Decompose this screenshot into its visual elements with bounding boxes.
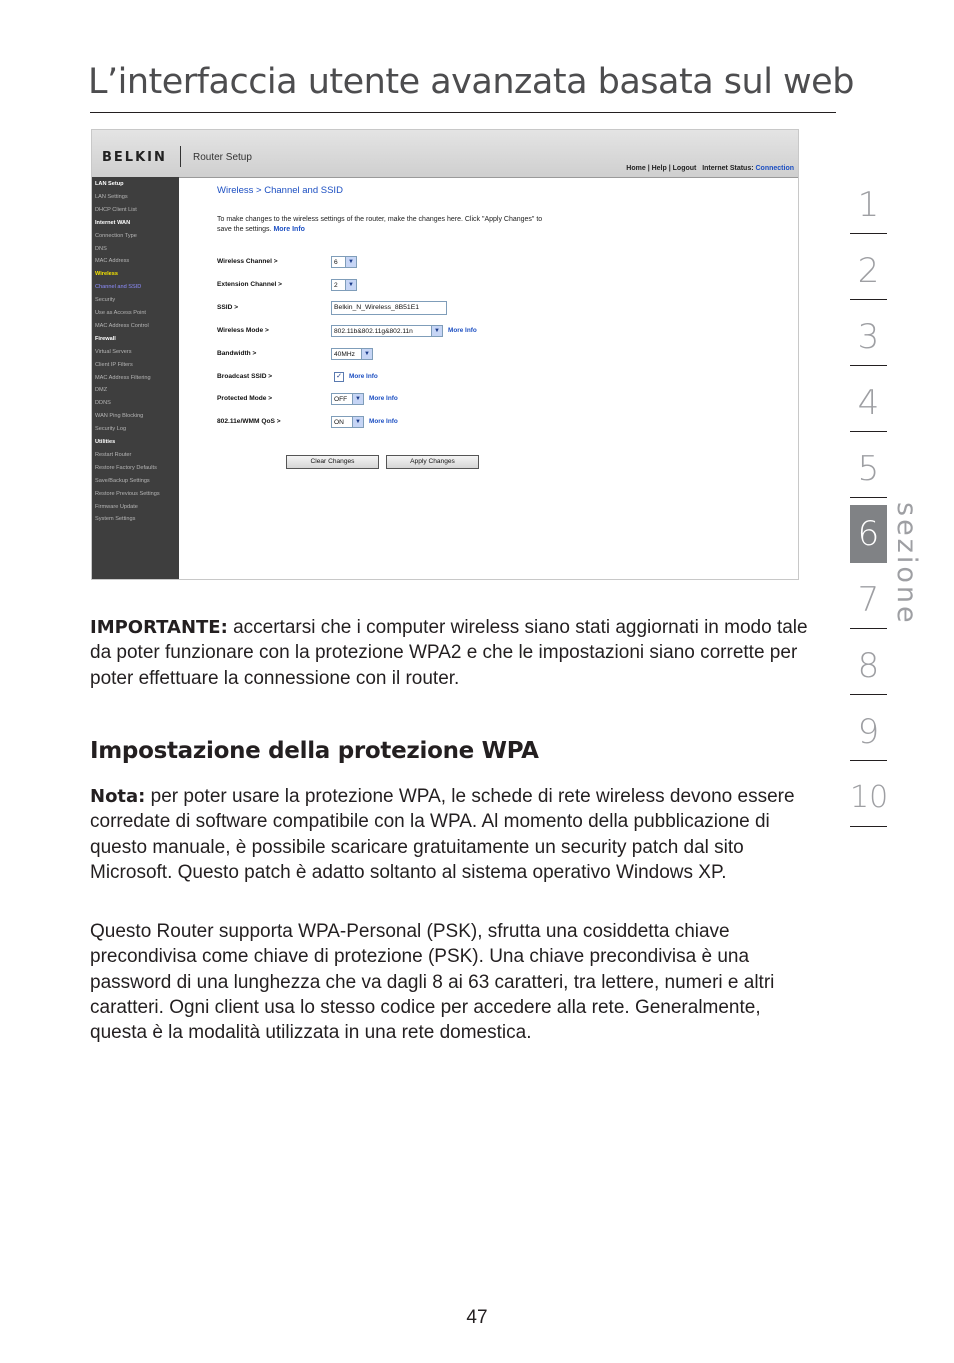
section-tab-number: 9: [857, 712, 880, 752]
wmm-qos-more-info[interactable]: More Info: [369, 418, 398, 425]
chevron-down-icon: ▼: [352, 394, 363, 404]
important-label: IMPORTANTE:: [90, 617, 228, 638]
broadcast-ssid-checkbox[interactable]: ✓: [334, 372, 344, 382]
sidebar-item[interactable]: Restore Previous Settings: [95, 490, 160, 497]
extension-channel-label: Extension Channel >: [217, 281, 283, 288]
clear-changes-button[interactable]: Clear Changes: [286, 455, 379, 469]
sidebar-item[interactable]: System Settings: [95, 516, 136, 523]
sidebar-item[interactable]: Client IP Filters: [95, 361, 133, 368]
sidebar-item: Firewall: [95, 335, 116, 342]
section-tab-3: [850, 308, 887, 366]
tab-rule: [850, 431, 887, 432]
internet-status-label: Internet Status:: [702, 165, 754, 172]
internet-status-value: Connection: [755, 165, 794, 172]
extension-channel-select[interactable]: 2 ▼: [331, 279, 357, 291]
sidebar-item[interactable]: Security: [95, 297, 116, 304]
home-link[interactable]: Home: [626, 165, 646, 172]
important-paragraph: IMPORTANTE: accertarsi che i computer wireless siano stati aggiornati in modo tale da poter funzionare con la protezione WPA2 e che le impostazioni siano corrette per poter effettuare la connessione con il router.: [90, 617, 808, 689]
wireless-channel-row: [217, 255, 637, 269]
sidebar-item[interactable]: MAC Address Control: [95, 322, 149, 329]
wireless-mode-select[interactable]: 802.11b&802.11g&802.11n ▼: [331, 325, 443, 337]
section-tab-number: 7: [857, 580, 880, 620]
section-tab-number: 2: [857, 251, 880, 291]
wmm-qos-row: [217, 415, 637, 429]
broadcast-ssid-more-info[interactable]: More Info: [349, 373, 378, 380]
wireless-mode-more-info[interactable]: More Info: [448, 327, 477, 334]
section-word: sezione: [891, 502, 922, 626]
protected-mode-row: [217, 392, 637, 406]
tab-rule: [850, 760, 887, 761]
ssid-row: [217, 301, 637, 315]
section-tab-9: [850, 703, 887, 761]
belkin-logo: BELKIN: [102, 150, 167, 165]
sidebar-item[interactable]: WAN Ping Blocking: [95, 413, 144, 420]
section-tab-6: [850, 505, 887, 563]
broadcast-ssid-row: [217, 370, 637, 384]
sidebar-item[interactable]: Use as Access Point: [95, 310, 146, 316]
router-content: [179, 177, 798, 579]
app-name: Router Setup: [193, 152, 252, 163]
page-number: 47: [466, 1307, 488, 1328]
section-tab-8: [850, 637, 887, 695]
sidebar-item[interactable]: DDNS: [95, 400, 111, 407]
protected-mode-more-info[interactable]: More Info: [369, 395, 398, 402]
section-tab-5: [850, 440, 887, 498]
section-tab-number: 8: [857, 646, 880, 686]
section-tab-number: 4: [857, 383, 880, 423]
section-tab-10: [850, 769, 887, 827]
help-link[interactable]: Help: [651, 165, 667, 172]
chevron-down-icon: ▼: [361, 349, 372, 359]
section-tab-number: 6: [857, 514, 880, 554]
wireless-channel-label: Wireless Channel >: [217, 258, 278, 265]
broadcast-ssid-label: Broadcast SSID >: [217, 373, 273, 380]
ssid-input[interactable]: Belkin_N_Wireless_8B51E1: [331, 301, 447, 315]
content-title: Wireless > Channel and SSID: [217, 185, 343, 196]
sidebar-item: LAN Setup: [95, 181, 124, 187]
note-paragraph: Nota: per poter usare la protezione WPA, le schede di rete wireless devono essere corredate di software compatibile con la WPA. Al momento della pubblicazione di questo manuale, è possibile scaricare gratuitamente un security patch dal sito Microsoft. Questo patch è adatto soltanto al sistema operativo Windows XP.: [90, 786, 795, 883]
section-heading: Impostazione della protezione WPA: [90, 738, 539, 764]
chevron-down-icon: ▼: [345, 280, 356, 290]
sidebar-item[interactable]: DNS: [95, 245, 107, 252]
router-screenshot: [91, 129, 799, 580]
extension-channel-row: [217, 278, 637, 292]
sidebar-item[interactable]: Firmware Update: [95, 503, 138, 510]
sidebar-item[interactable]: LAN Settings: [95, 193, 128, 200]
sidebar-item[interactable]: DHCP Client List: [95, 206, 137, 213]
tab-rule: [850, 299, 887, 300]
wpa-personal-paragraph: Questo Router supporta WPA-Personal (PSK), sfrutta una cosiddetta chiave precondivisa come chiave di protezione (PSK). Una chiave precondivisa è una password di una lunghezza che va dagli 8 ai 63 caratteri, tra lettere, numeri e altri caratteri. Ogni client usa lo stesso codice per accedere alla rete. Generalmente, questa è la modalità utilizzata in una rete domestica.: [90, 921, 775, 1044]
top-links: Home | Help | Logout Internet Status: Connection: [626, 165, 794, 172]
wireless-mode-row: [217, 324, 637, 338]
section-tab-number: 3: [857, 317, 880, 357]
sidebar-item[interactable]: Wireless: [95, 271, 118, 278]
section-tab-number: 10: [850, 780, 889, 815]
page-title: L’interfaccia utente avanzata basata sul web: [88, 62, 854, 102]
section-tab-2: [850, 242, 887, 300]
more-info-link[interactable]: More Info: [273, 226, 305, 233]
protected-mode-label: Protected Mode >: [217, 395, 273, 402]
tab-rule: [850, 628, 887, 629]
sidebar-item[interactable]: Security Log: [95, 426, 127, 433]
protected-mode-select[interactable]: OFF ▼: [331, 393, 364, 405]
wmm-qos-select[interactable]: ON ▼: [331, 416, 364, 428]
wireless-mode-label: Wireless Mode >: [217, 327, 269, 334]
bandwidth-label: Bandwidth >: [217, 350, 257, 357]
tab-rule: [850, 233, 887, 234]
sidebar-item[interactable]: MAC Address: [95, 258, 130, 265]
tab-rule: [850, 694, 887, 695]
section-tab-number: 5: [857, 449, 880, 489]
bandwidth-row: [217, 347, 637, 361]
sidebar-item[interactable]: Restore Factory Defaults: [95, 464, 157, 471]
note-label: Nota:: [90, 786, 146, 807]
sidebar-item[interactable]: MAC Address Filtering: [95, 374, 151, 381]
header-divider: [180, 146, 181, 167]
tab-rule: [850, 497, 887, 498]
sidebar-item[interactable]: Connection Type: [95, 232, 137, 239]
section-tab-number: 1: [857, 185, 880, 225]
sidebar-item[interactable]: Save/Backup Settings: [95, 477, 150, 484]
sidebar-item[interactable]: Channel and SSID: [95, 284, 142, 291]
wireless-channel-select[interactable]: 6 ▼: [331, 256, 357, 268]
title-rule: [90, 112, 836, 113]
tab-rule: [850, 826, 887, 827]
sidebar-item[interactable]: Virtual Servers: [95, 348, 132, 355]
sidebar-item: Utilities: [95, 439, 116, 445]
sidebar-item: Internet WAN: [95, 219, 131, 226]
router-sidebar: [92, 177, 179, 580]
wmm-qos-label: 802.11e/WMM QoS >: [217, 418, 281, 425]
tab-rule: [850, 365, 887, 366]
section-tab-1: [850, 176, 887, 234]
apply-changes-button[interactable]: Apply Changes: [386, 455, 479, 469]
ssid-label: SSID >: [217, 304, 239, 311]
chevron-down-icon: ▼: [345, 257, 356, 267]
section-tab-7: [850, 571, 887, 629]
sidebar-item[interactable]: Restart Router: [95, 451, 132, 458]
chevron-down-icon: ▼: [352, 417, 363, 427]
router-header: [92, 130, 798, 178]
content-description: To make changes to the wireless settings of the router, make the changes here. Click "Apply Changes" to save the settings. More Info: [217, 216, 543, 233]
section-tab-4: [850, 374, 887, 432]
sidebar-item[interactable]: DMZ: [95, 387, 108, 394]
chevron-down-icon: ▼: [431, 326, 442, 336]
bandwidth-select[interactable]: 40MHz ▼: [331, 348, 373, 360]
logout-link[interactable]: Logout: [672, 165, 697, 172]
